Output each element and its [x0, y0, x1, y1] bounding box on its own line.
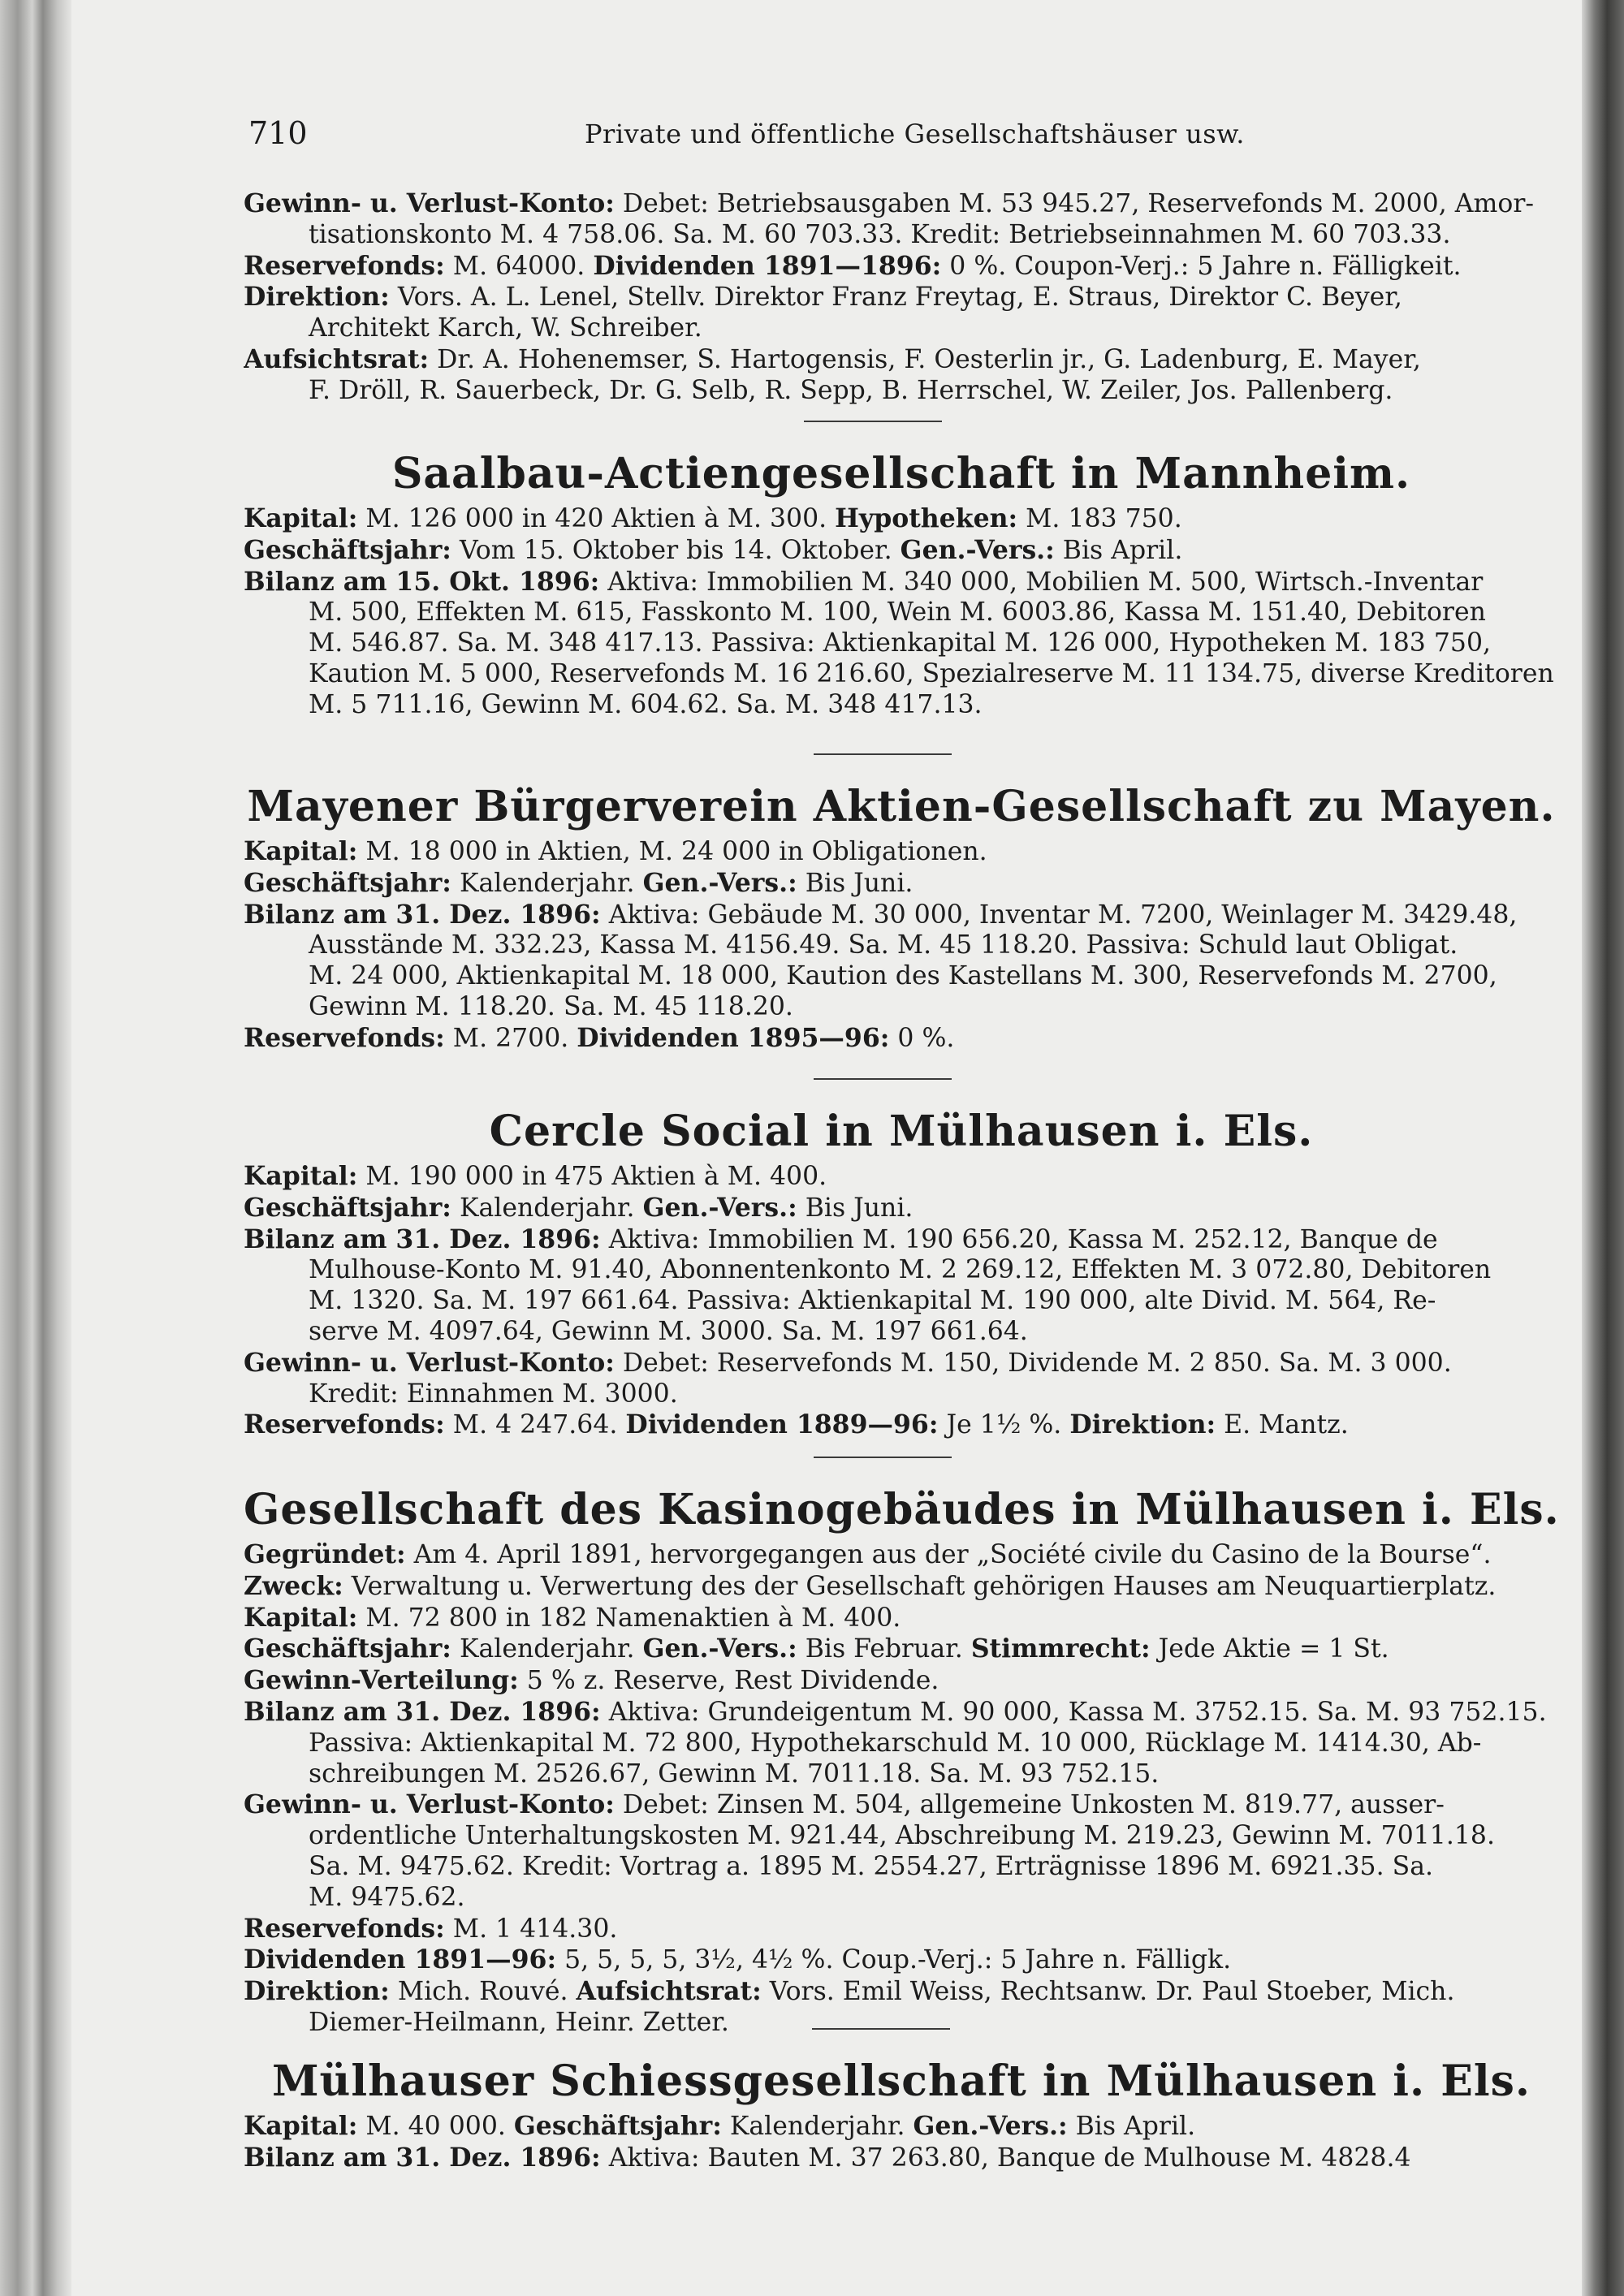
entry-field-line: [244, 1789, 1559, 1821]
entry-continuation-line: [244, 1255, 1559, 1286]
entry-continuation-line: [244, 598, 1559, 628]
entry-field-line: [244, 282, 1559, 313]
entry-continuation-line: [244, 1286, 1559, 1317]
field-text: Dr. A. Hohenemser, S. Hartogensis, F. Oesterlin jr., G. Ladenburg, E. Mayer,: [429, 344, 1421, 374]
running-title: Private und öffentliche Gesellschaftshäuser usw.: [585, 119, 1245, 149]
field-text: M. 5 711.16, Gewinn M. 604.62. Sa. M. 348 417.13.: [309, 689, 983, 719]
field-label: Direktion:: [1069, 1409, 1216, 1440]
field-text: F. Dröll, R. Sauerbeck, Dr. G. Selb, R. Sepp, B. Herrschel, W. Zeiler, Jos. Pallenberg.: [309, 375, 1393, 405]
entry-field-line: [244, 1634, 1559, 1665]
field-text: Vom 15. Oktober bis 14. Oktober.: [451, 535, 901, 565]
section-divider: [804, 421, 942, 422]
field-text: ordentliche Unterhaltungskosten M. 921.44, Abschreibung M. 219.23, Gewinn M. 7011.18.: [309, 1821, 1495, 1851]
field-text: Gewinn M. 118.20. Sa. M. 45 118.20.: [309, 991, 793, 1021]
field-label: Geschäftsjahr:: [244, 867, 451, 898]
field-label: Direktion:: [244, 282, 390, 313]
field-label: Gewinn- u. Verlust-Konto:: [244, 1789, 615, 1820]
field-label: Kapital:: [244, 503, 358, 533]
entry-continued: [244, 188, 1559, 407]
field-label: Reservefonds:: [244, 250, 445, 281]
field-label: Bilanz am 15. Okt. 1896:: [244, 566, 600, 597]
field-label: Aufsichtsrat:: [576, 1976, 762, 2007]
entry-continuation-line: [244, 628, 1559, 659]
page-header: [244, 115, 1559, 156]
field-text: M. 24 000, Aktienkapital M. 18 000, Kaution des Kastellans M. 300, Reservefonds M. 2700,: [309, 961, 1497, 991]
field-label: Reservefonds:: [244, 1022, 445, 1053]
entry-cercle-social: [244, 1103, 1559, 1441]
field-label: Dividenden 1891—1896:: [593, 250, 942, 281]
field-text: Diemer-Heilmann, Heinr. Zetter.: [309, 2007, 729, 2037]
field-text: Passiva: Aktienkapital M. 72 800, Hypothekarschuld M. 10 000, Rücklage M. 1414.30, Ab-: [309, 1728, 1482, 1758]
field-label: Gen.-Vers.:: [642, 867, 797, 898]
field-text: M. 1320. Sa. M. 197 661.64. Passiva: Aktienkapital M. 190 000, alte Divid. M. 564, Re-: [309, 1286, 1436, 1316]
field-label: Reservefonds:: [244, 1913, 445, 1944]
field-text: M. 126 000 in 420 Aktien à M. 300.: [357, 504, 836, 533]
entry-continuation-line: [244, 2008, 1559, 2039]
entry-continuation-line: [244, 313, 1559, 344]
entry-continuation-line: [244, 1759, 1559, 1790]
field-text: Kalenderjahr.: [721, 2112, 914, 2141]
field-label: Geschäftsjahr:: [244, 1192, 451, 1223]
field-text: M. 546.87. Sa. M. 348 417.13. Passiva: Aktienkapital M. 126 000, Hypotheken M. 183 750,: [309, 628, 1491, 658]
field-label: Dividenden 1895—96:: [577, 1022, 890, 1053]
entry-continuation-line: [244, 930, 1559, 961]
field-label: Geschäftsjahr:: [244, 1634, 451, 1664]
entry-continuation-line: [244, 376, 1559, 407]
field-text: 5, 5, 5, 5, 3½, 4½ %. Coup.-Verj.: 5 Jahre n. Fälligk.: [556, 1945, 1232, 1975]
field-text: Mulhouse-Konto M. 91.40, Abonnentenkonto M. 2 269.12, Effekten M. 3 072.80, Debitoren: [309, 1255, 1492, 1285]
field-text: Ausstände M. 332.23, Kassa M. 4156.49. Sa. M. 45 118.20. Passiva: Schuld laut Obligat.: [309, 930, 1458, 960]
field-label: Gen.-Vers.:: [900, 534, 1055, 565]
field-label: Zweck:: [244, 1570, 343, 1601]
entry-heading: Cercle Social in Mülhausen i. Els.: [489, 1107, 1314, 1156]
entry-field-line: [244, 1539, 1559, 1571]
field-text: M. 1 414.30.: [444, 1914, 618, 1944]
entry-continuation-line: [244, 1852, 1559, 1883]
field-text: Aktiva: Immobilien M. 190 656.20, Kassa M. 252.12, Banque de: [600, 1224, 1438, 1254]
book-gutter: [0, 0, 71, 2296]
section-divider: [814, 1078, 952, 1080]
field-text: Aktiva: Immobilien M. 340 000, Mobilien M. 500, Wirtsch.-Inventar: [599, 567, 1484, 597]
field-text: Bis Februar.: [797, 1634, 971, 1664]
field-text: 0 %.: [889, 1023, 955, 1053]
field-text: M. 500, Effekten M. 615, Fasskonto M. 100, Wein M. 6003.86, Kassa M. 151.40, Debitoren: [309, 598, 1486, 628]
field-label: Gewinn- u. Verlust-Konto:: [244, 188, 615, 218]
entry-field-line: [244, 1161, 1559, 1193]
field-text: schreibungen M. 2526.67, Gewinn M. 7011.18. Sa. M. 93 752.15.: [309, 1759, 1160, 1789]
entry-continuation-line: [244, 1883, 1559, 1914]
field-text: tisationskonto M. 4 758.06. Sa. M. 60 703.33. Kredit: Betriebseinnahmen M. 60 703.33.: [309, 219, 1451, 249]
field-label: Gegründet:: [244, 1539, 406, 1569]
field-text: Kalenderjahr.: [451, 1193, 643, 1223]
field-label: Stimmrecht:: [970, 1634, 1151, 1664]
entry-field-line: [244, 1914, 1559, 1945]
entry-mayener-buergerverein: [244, 778, 1559, 1055]
field-text: Kalenderjahr.: [451, 868, 643, 898]
field-label: Gen.-Vers.:: [642, 1634, 797, 1664]
entry-saalbau-mannheim: [244, 445, 1559, 721]
field-label: Gen.-Vers.:: [913, 2111, 1068, 2141]
entry-continuation-line: [244, 1317, 1559, 1348]
field-text: M. 4 247.64.: [444, 1410, 626, 1440]
field-text: M. 183 750.: [1017, 504, 1182, 533]
entry-schiessgesellschaft: [244, 2052, 1559, 2174]
entry-field-line: [244, 1665, 1559, 1697]
field-text: M. 9475.62.: [309, 1882, 465, 1912]
field-label: Gewinn- u. Verlust-Konto:: [244, 1347, 615, 1378]
entry-continuation-line: [244, 961, 1559, 992]
entry-heading: Gesellschaft des Kasinogebäudes in Mülhausen i. Els.: [244, 1485, 1560, 1534]
field-text: Je 1½ %.: [938, 1410, 1070, 1440]
entry-continuation-line: [244, 992, 1559, 1023]
entry-continuation-line: [244, 659, 1559, 690]
field-text: Kalenderjahr.: [451, 1634, 643, 1664]
entry-field-line: [244, 1976, 1559, 2008]
entry-field-line: [244, 567, 1559, 598]
section-divider: [814, 1457, 952, 1458]
field-text: Debet: Betriebsausgaben M. 53 945.27, Reservefonds M. 2000, Amor-: [614, 189, 1535, 218]
entry-field-line: [244, 1023, 1559, 1055]
entry-continuation-line: [244, 1379, 1559, 1410]
field-text: Mich. Rouvé.: [389, 1977, 577, 2007]
field-label: Kapital:: [244, 1602, 358, 1633]
field-text: Bis April.: [1067, 2112, 1196, 2141]
field-label: Gewinn-Verteilung:: [244, 1665, 519, 1696]
field-text: E. Mantz.: [1216, 1410, 1349, 1440]
field-text: M. 190 000 in 475 Aktien à M. 400.: [357, 1162, 827, 1191]
entry-field-line: [244, 2111, 1559, 2143]
entry-heading: Saalbau-Actiengesellschaft in Mannheim.: [391, 449, 1411, 498]
section-divider: [812, 2028, 950, 2030]
entry-field-line: [244, 251, 1559, 283]
entry-field-line: [244, 2143, 1559, 2174]
entry-field-line: [244, 1193, 1559, 1224]
field-text: M. 64000.: [444, 251, 594, 281]
field-text: serve M. 4097.64, Gewinn M. 3000. Sa. M. 197 661.64.: [309, 1316, 1028, 1346]
field-text: 5 % z. Reserve, Rest Dividende.: [518, 1666, 939, 1696]
field-label: Reservefonds:: [244, 1409, 445, 1440]
entry-field-line: [244, 900, 1559, 931]
field-text: M. 18 000 in Aktien, M. 24 000 in Obligationen.: [357, 837, 987, 866]
entry-field-line: [244, 1571, 1559, 1603]
field-text: Vors. A. L. Lenel, Stellv. Direktor Franz Freytag, E. Straus, Direktor C. Beyer,: [389, 283, 1402, 313]
page-number: 710: [248, 115, 308, 151]
field-label: Hypotheken:: [835, 503, 1018, 533]
field-label: Kapital:: [244, 2111, 358, 2141]
field-label: Geschäftsjahr:: [513, 2111, 722, 2141]
field-text: Kaution M. 5 000, Reservefonds M. 16 216.60, Spezialreserve M. 11 134.75, diverse Kreditoren: [309, 658, 1554, 688]
field-text: Verwaltung u. Verwertung des der Gesellschaft gehörigen Hauses am Neuquartierplatz.: [343, 1571, 1497, 1601]
field-text: Architekt Karch, W. Schreiber.: [309, 313, 702, 343]
field-text: Bis April.: [1054, 535, 1183, 565]
field-label: Bilanz am 31. Dez. 1896:: [244, 899, 601, 930]
field-text: Debet: Reservefonds M. 150, Dividende M. 2 850. Sa. M. 3 000.: [614, 1348, 1452, 1378]
field-label: Dividenden 1889—96:: [625, 1409, 939, 1440]
field-text: 0 %. Coupon-Verj.: 5 Jahre n. Fälligkeit.: [941, 251, 1462, 281]
entry-continuation-line: [244, 1728, 1559, 1759]
field-label: Bilanz am 31. Dez. 1896:: [244, 1696, 601, 1727]
field-text: Kredit: Einnahmen M. 3000.: [309, 1379, 678, 1409]
entry-field-line: [244, 836, 1559, 868]
entry-field-line: [244, 344, 1559, 376]
field-label: Kapital:: [244, 836, 358, 866]
entry-field-line: [244, 1944, 1559, 1976]
entry-kasinogebaeude: [244, 1481, 1559, 2039]
field-label: Bilanz am 31. Dez. 1896:: [244, 2142, 601, 2173]
entry-continuation-line: [244, 1821, 1559, 1852]
entry-continuation-line: [244, 220, 1559, 251]
field-label: Bilanz am 31. Dez. 1896:: [244, 1224, 601, 1254]
field-text: Aktiva: Gebäude M. 30 000, Inventar M. 7200, Weinlager M. 3429.48,: [600, 900, 1518, 930]
entry-field-line: [244, 188, 1559, 220]
field-text: Sa. M. 9475.62. Kredit: Vortrag a. 1895 M. 2554.27, Erträgnisse 1896 M. 6921.35. Sa.: [309, 1851, 1433, 1881]
entry-field-line: [244, 1224, 1559, 1256]
field-label: Dividenden 1891—96:: [244, 1944, 557, 1975]
field-text: M. 72 800 in 182 Namenaktien à M. 400.: [357, 1603, 901, 1633]
field-text: Aktiva: Bauten M. 37 263.80, Banque de Mulhouse M. 4828.4: [600, 2143, 1411, 2173]
field-text: Jede Aktie = 1 St.: [1150, 1634, 1389, 1664]
field-label: Direktion:: [244, 1976, 390, 2007]
field-text: Vors. Emil Weiss, Rechtsanw. Dr. Paul Stoeber, Mich.: [761, 1977, 1455, 2007]
field-text: Bis Juni.: [797, 1193, 914, 1223]
field-text: Aktiva: Grundeigentum M. 90 000, Kassa M. 3752.15. Sa. M. 93 752.15.: [600, 1697, 1547, 1727]
field-label: Kapital:: [244, 1161, 358, 1191]
field-label: Aufsichtsrat:: [244, 343, 430, 374]
entry-field-line: [244, 503, 1559, 535]
field-label: Geschäftsjahr:: [244, 534, 451, 565]
field-text: M. 40 000.: [357, 2112, 514, 2141]
field-label: Gen.-Vers.:: [642, 1192, 797, 1223]
page-edge-shadow: [1582, 0, 1624, 2296]
entry-field-line: [244, 868, 1559, 900]
entry-field-line: [244, 1603, 1559, 1634]
section-divider: [814, 753, 952, 755]
entry-heading: Mülhauser Schiessgesellschaft in Mülhausen i. Els.: [271, 2056, 1531, 2106]
entry-field-line: [244, 1348, 1559, 1379]
field-text: Bis Juni.: [797, 868, 914, 898]
entry-field-line: [244, 1697, 1559, 1728]
field-text: Am 4. April 1891, hervorgegangen aus der „Société civile du Casino de la Bourse“.: [405, 1540, 1492, 1569]
field-text: Debet: Zinsen M. 504, allgemeine Unkosten M. 819.77, ausser-: [614, 1790, 1445, 1820]
entry-continuation-line: [244, 690, 1559, 721]
entry-field-line: [244, 535, 1559, 567]
entry-field-line: [244, 1409, 1559, 1441]
entry-heading: Mayener Bürgerverein Aktien-Gesellschaft zu Mayen.: [247, 782, 1556, 831]
field-text: M. 2700.: [444, 1023, 577, 1053]
